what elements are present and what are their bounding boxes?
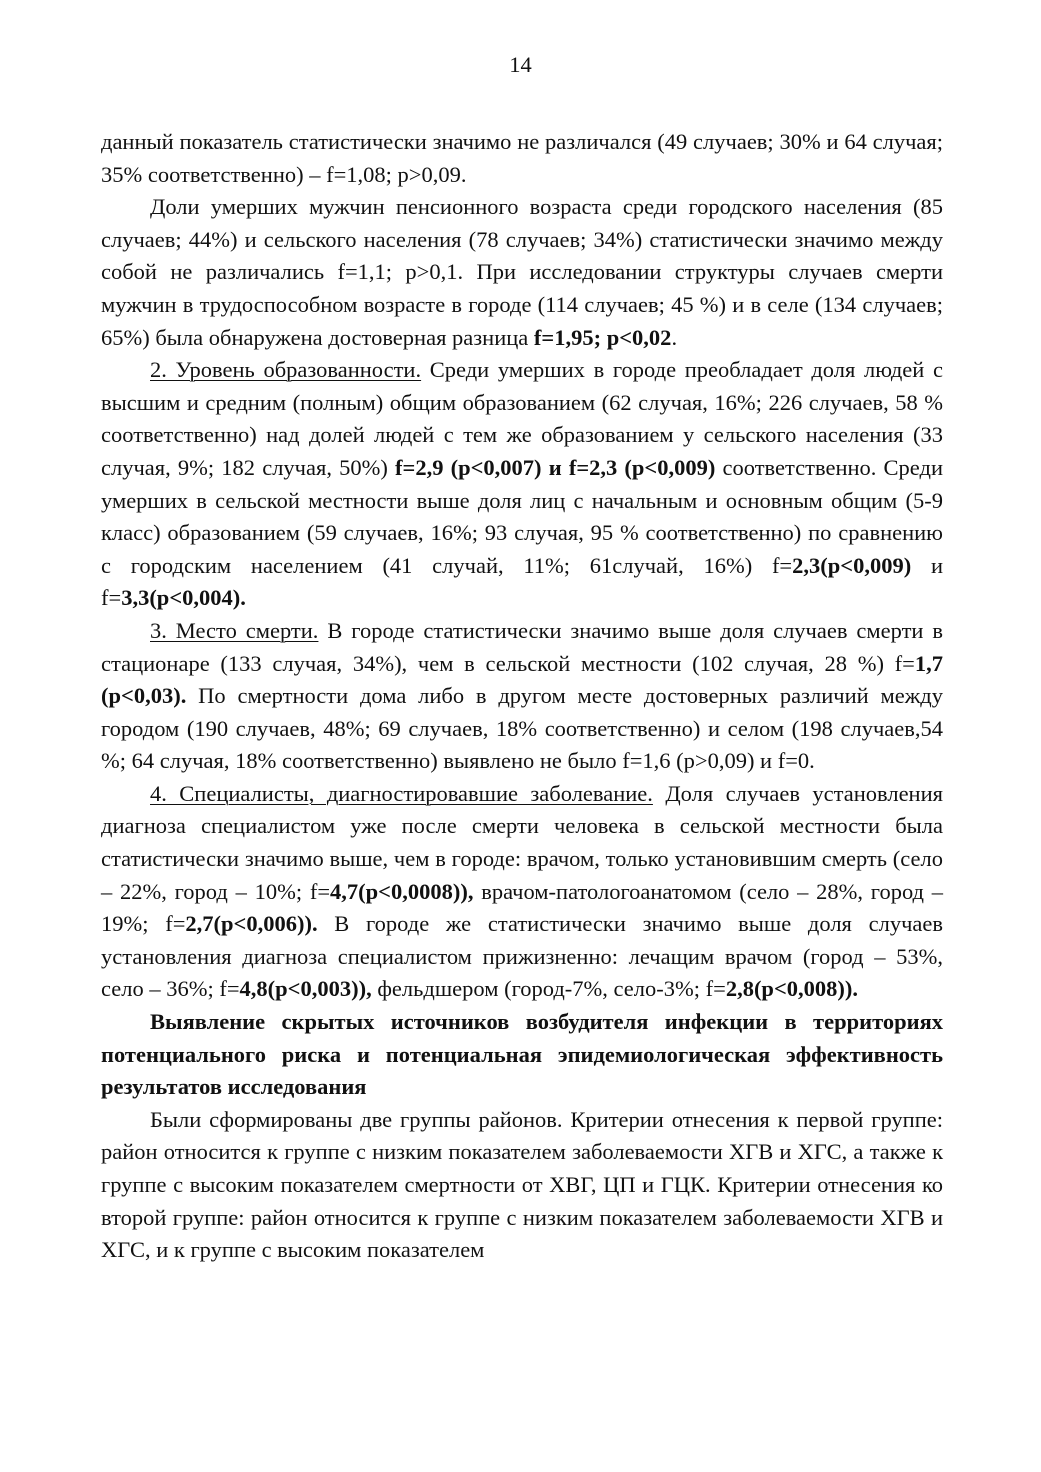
paragraph-intro-text: данный показатель статистически значимо не различался (49 случаев; 30% и 64 случая; 35% соответственно) – f=1,08; p>0,09. [101, 129, 943, 187]
paragraph-groups-text: Были сформированы две группы районов. Критерии отнесения к первой группе: район относится к группе с низким показателем заболеваемости ХГВ и ХГС, а также к группе с высоким показателем смертности от ХВГ, ЦП и ГЦК. Критерии отнесения ко второй группе: район относится к группе с низким показателем заболеваемости ХГВ и ХГС, и к группе с высоким показателем [101, 1106, 943, 1263]
place-of-death-title: 3. Место смерти. [150, 617, 319, 643]
paragraph-education-text-2: соответственно. Среди умерших в сельской местности выше доля лиц с начальным и основным общим (5-9 класс) образованием (59 случаев, 16%; 93 случая, 95 % соответственно) по сравнению с городским населением (41 случай, 11%; 61случай, 16%) f= [101, 454, 943, 578]
paragraph-specialists-bold-4: 2,8(p<0,008)). [725, 976, 858, 1002]
paragraph-education-bold-2: 2,3(p<0,009) [792, 552, 912, 578]
paragraph-specialists-bold-2: 2,7(p<0,006)). [185, 911, 318, 937]
body-text [101, 126, 943, 1267]
paragraph-place-of-death [101, 615, 943, 778]
paragraph-education-bold-1: f=2,9 (p<0,007) и f=2,3 (p<0,009) [395, 454, 716, 480]
paragraph-place-text-2: По смертности дома либо в другом месте достоверных различий между городом (190 случаев, 48%; 69 случаев, 18% соответственно) и селом (198 случаев,54 %; 64 случая, 18% соответственно) выявлено не было f=1,6 (p>0,09) и f=0. [101, 683, 943, 774]
section-heading: Выявление скрытых источников возбудителя инфекции в территориях потенциального риска и потенциальная эпидемиологическая эффективность результатов исследования [101, 1009, 943, 1100]
paragraph-district-groups [101, 1104, 943, 1267]
education-title: 2. Уровень образованности. [150, 357, 422, 383]
paragraph-specialists [101, 778, 943, 1006]
paragraph-specialists-text-1: Доля случаев установления диагноза специалистом уже после смерти человека в сельской местности была статистически значимо выше, чем в городе: врачом, только установившим смерть (село – 22%, город – 10%; f= [101, 780, 943, 904]
paragraph-intro [101, 126, 943, 191]
paragraph-education [101, 354, 943, 615]
paragraph-place-text-1: В городе статистически значимо выше доля случаев смерти в стационаре (133 случая, 34%), чем в сельской местности (102 случая, 28 %) f= [101, 617, 943, 676]
paragraph-pension-bold-1: f=1,95; p<0,02 [533, 324, 672, 350]
paragraph-specialists-text-3: В городе же статистически значимо выше доля случаев установления диагноза специалистом прижизненно: лечащим врачом (город – 53%, село – 36%; f= [101, 911, 943, 1002]
paragraph-pension-text-2: . [671, 324, 678, 350]
paragraph-specialists-text-4: фельдшером (город-7%, село-3%; f= [371, 976, 726, 1002]
paragraph-pension-text-1: Доли умерших мужчин пенсионного возраста среди городского населения (85 случаев; 44%) и сельского населения (78 случаев; 34%) статистически значимо между собой не различались f=1,1; p>0,1. При исследовании структуры случаев смерти мужчин в трудоспособном возрасте в городе (114 случаев; 45 %) и в селе (134 случаев; 65%) была обнаружена достоверная разница [101, 194, 943, 350]
specialists-title: 4. Специалисты, диагностировавшие заболевание. [150, 780, 653, 806]
paragraph-education-text-1: Среди умерших в городе преобладает доля людей с высшим и средним (полным) общим образованием (62 случая, 16%; 226 случаев, 58 % соответственно) над долей людей с тем же образованием у сельского населения (33 случая, 9%; 182 случая, 50%) [101, 357, 943, 480]
paragraph-education-bold-3: 3,3(p<0,004). [121, 585, 246, 611]
paragraph-specialists-bold-3: 4,8(p<0,003)), [239, 976, 372, 1002]
paragraph-place-bold-1: 1,7 (p<0,03). [101, 650, 943, 709]
paragraph-specialists-text-2: врачом-патологоанатомом (село – 28%, город – 19%; f= [101, 878, 943, 937]
page-number: 14 [509, 52, 532, 77]
paragraph-pension-age [101, 191, 943, 354]
paragraph-specialists-bold-1: 4,7(p<0,0008)), [330, 878, 474, 904]
paragraph-education-text-3: и f= [101, 552, 943, 611]
